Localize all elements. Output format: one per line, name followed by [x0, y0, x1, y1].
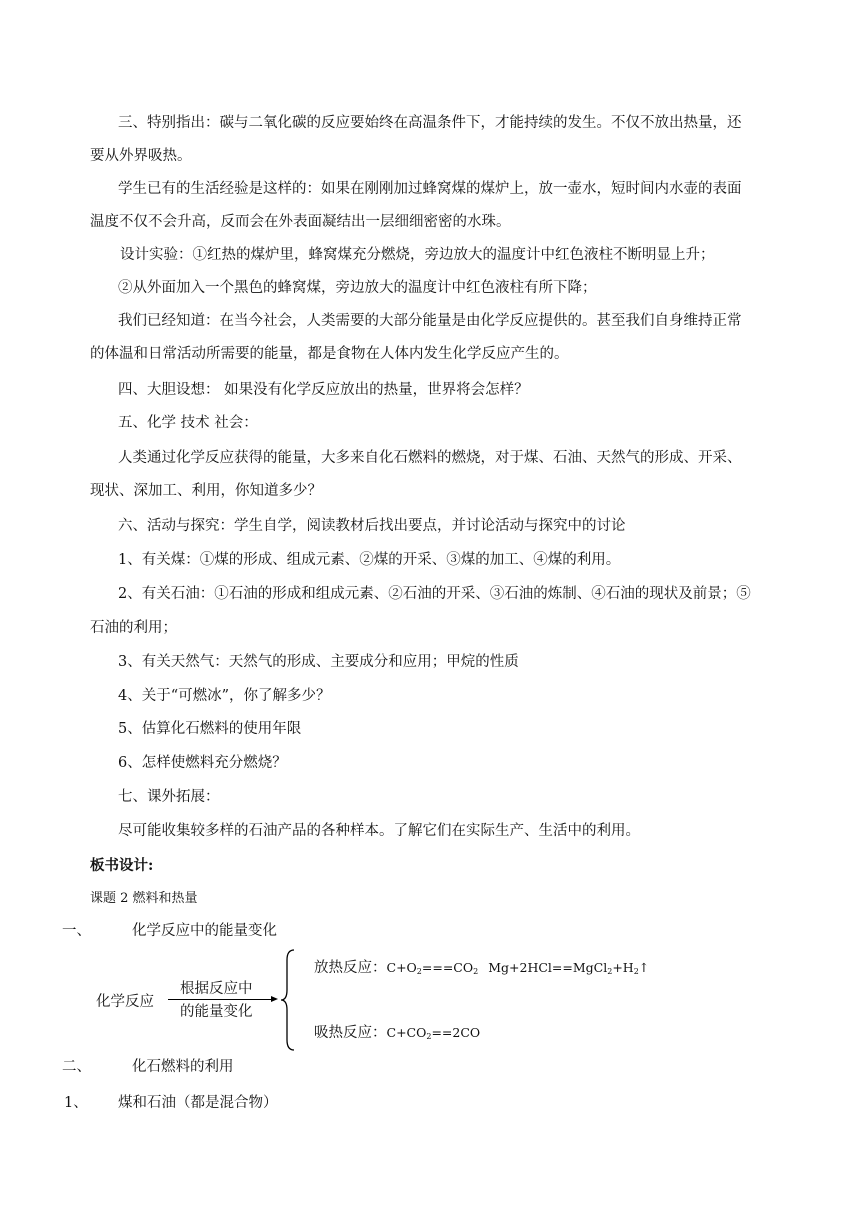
paragraph-special-note-line1: 三、特别指出：碳与二氧化碳的反应要始终在高温条件下，才能持续的发生。不仅不放出热量，还: [118, 115, 742, 131]
list-item-ice: 4、关于“可燃冰”，你了解多少？: [118, 688, 331, 704]
section1-title: 化学反应中的能量变化: [132, 923, 277, 939]
list-item-oil-line2: 石油的利用；: [90, 620, 177, 636]
paragraph-special-note-line2: 要从外界吸热。: [90, 148, 192, 164]
paragraph-extension: 尽可能收集较多样的石油产品的各种样本。了解它们在实际生产、生活中的利用。: [118, 823, 640, 839]
paragraph-experiment-2: ②从外面加入一个黑色的蜂窝煤，旁边放大的温度计中红色液柱有所下降；: [118, 280, 597, 296]
list-item-estimate: 5、估算化石燃料的使用年限: [118, 721, 302, 737]
paragraph-energy-line1: 我们已经知道：在当今社会，人类需要的大部分能量是由化学反应提供的。甚至我们自身维持正常: [118, 313, 742, 329]
paragraph-fossil-line2: 现状、深加工、利用，你知道多少？: [90, 483, 322, 499]
diagram-brace: [280, 948, 296, 1052]
exothermic-reaction: [314, 958, 649, 978]
section2-number: 二、: [62, 1059, 91, 1075]
paragraph-stse-heading: 五、化学 技术 社会：: [118, 415, 258, 431]
section3-number: 1、: [64, 1095, 88, 1111]
endothermic-reaction: [314, 1023, 480, 1043]
paragraph-life-experience-line2: 温度不仅不会升高，反而会在外表面凝结出一层细细密密的水珠。: [90, 214, 511, 230]
paragraph-fossil-line1: 人类通过化学反应获得的能量，大多来自化石燃料的燃烧，对于煤、石油、天然气的形成、开采、: [118, 450, 742, 466]
paragraph-extension-heading: 七、课外拓展：: [118, 789, 220, 805]
diagram-arrow-line: [168, 999, 272, 1000]
list-item-coal: 1、有关煤：①煤的形成、组成元素、②煤的开采、③煤的加工、④煤的利用。: [118, 552, 621, 568]
paragraph-experiment-1: 设计实验：①红热的煤炉里，蜂窝煤充分燃烧，旁边放大的温度计中红色液柱不断明显上升；: [120, 247, 715, 263]
section1-number: 一、: [62, 923, 91, 939]
exo-formula-2: $Mg+2HCl==MgCl_2+H_2↑$: [488, 960, 650, 976]
exothermic-label: 放热反应：: [314, 960, 387, 976]
board-title: 课题 2 燃料和热量: [90, 891, 198, 906]
paragraph-life-experience-line1: 学生已有的生活经验是这样的：如果在刚刚加过蜂窝煤的煤炉上，放一壶水，短时间内水壶的表面: [118, 181, 742, 197]
diagram-arrow-bottom-label: 的能量变化: [180, 1004, 253, 1020]
diagram-arrow-head: [271, 996, 278, 1002]
list-item-gas: 3、有关天然气：天然气的形成、主要成分和应用；甲烷的性质: [118, 654, 519, 670]
diagram-reaction-label: 化学反应: [96, 994, 154, 1010]
paragraph-energy-line2: 的体温和日常活动所需要的能量，都是食物在人体内发生化学反应产生的。: [90, 346, 569, 362]
list-item-oil-line1: 2、有关石油：①石油的形成和组成元素、②石油的开采、③石油的炼制、④石油的现状及前景；⑤: [118, 586, 751, 602]
paragraph-bold-idea: 四、大胆设想： 如果没有化学反应放出的热量，世界将会怎样？: [118, 382, 529, 398]
section2-title: 化石燃料的利用: [132, 1059, 234, 1075]
endo-formula: $C+CO_2==2CO$: [386, 1025, 481, 1041]
board-heading: 板书设计:: [90, 857, 154, 874]
paragraph-activity: 六、活动与探究：学生自学，阅读教材后找出要点，并讨论活动与探究中的讨论: [118, 518, 626, 534]
section3-title: 煤和石油（都是混合物）: [118, 1095, 278, 1111]
diagram-arrow-top-label: 根据反应中: [180, 981, 253, 997]
exo-formula-1: $C+O_2===CO_2$: [386, 960, 479, 976]
endothermic-label: 吸热反应：: [314, 1025, 387, 1041]
list-item-combustion: 6、怎样使燃料充分燃烧？: [118, 755, 287, 771]
